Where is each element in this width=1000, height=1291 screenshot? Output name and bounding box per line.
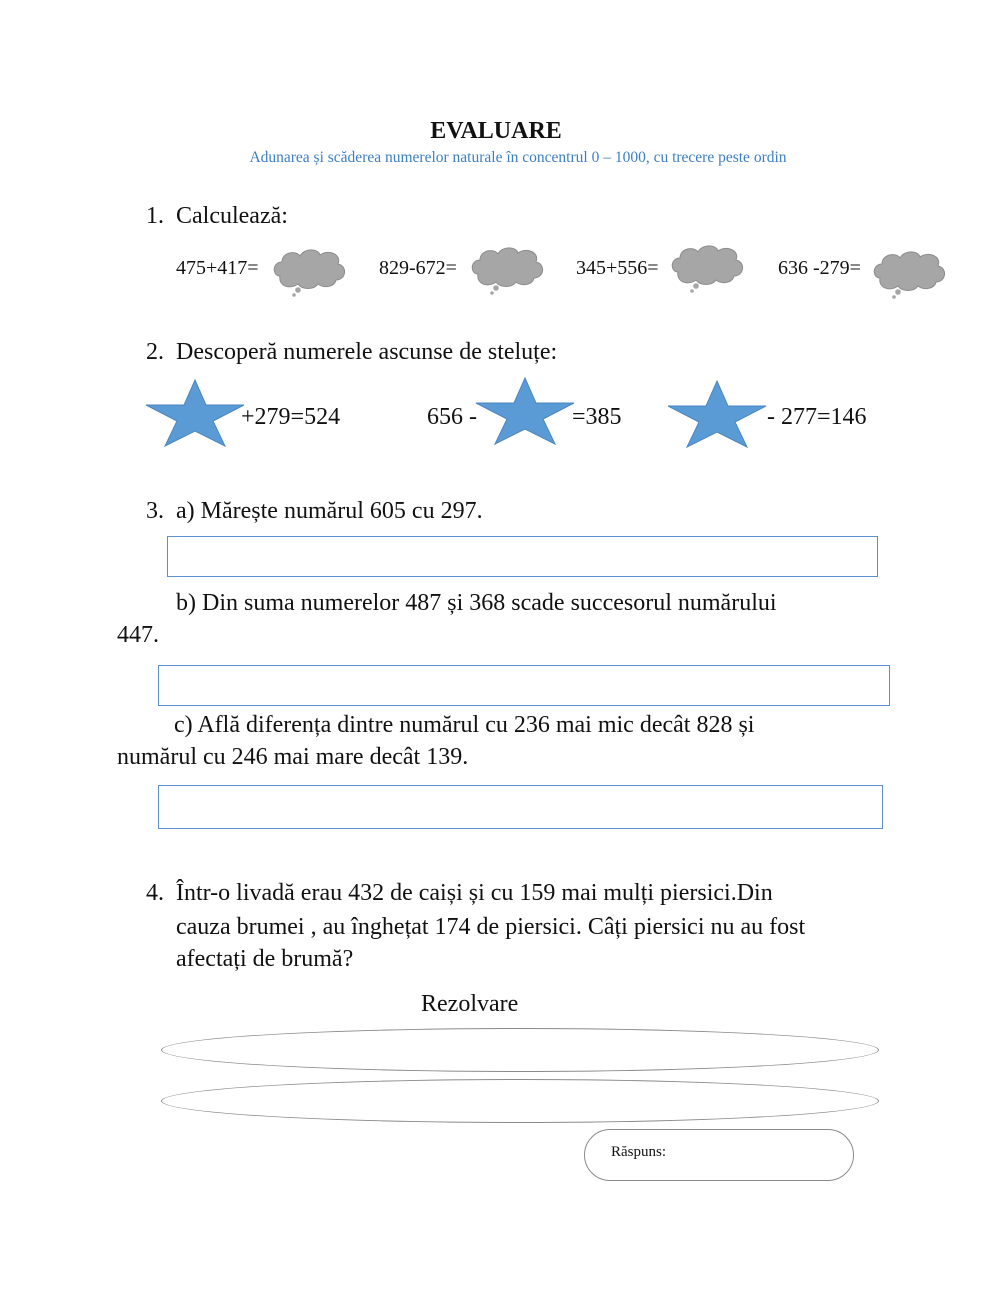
- cloud-answer-3[interactable]: [668, 242, 746, 294]
- q4-number: 4.: [146, 880, 164, 906]
- q2-equation-2: =385: [572, 404, 622, 430]
- q3-a-answer-box[interactable]: [167, 536, 878, 577]
- q2-title: Descoperă numerele ascunse de steluțe:: [176, 339, 558, 365]
- q1-number: 1.: [146, 203, 164, 229]
- q3-c-answer-box[interactable]: [158, 785, 883, 829]
- solution-line-2[interactable]: [161, 1079, 879, 1123]
- q2-equation-3: - 277=146: [767, 404, 867, 430]
- q3-b-text-line2: 447.: [117, 622, 159, 648]
- cloud-answer-4[interactable]: [870, 248, 948, 300]
- q1-expr-4: 636 -279=: [778, 257, 861, 279]
- q1-expr-1: 475+417=: [176, 257, 259, 279]
- q1-title: Calculează:: [176, 203, 288, 229]
- q3-c-text-line2: numărul cu 246 mai mare decât 139.: [117, 744, 469, 770]
- q4-text-line3: afectați de brumă?: [176, 946, 354, 972]
- q1-expr-3: 345+556=: [576, 257, 659, 279]
- page-title: EVALUARE: [430, 118, 562, 144]
- q3-c-text-line1: c) Află diferența dintre numărul cu 236 mai mic decât 828 și: [174, 712, 755, 738]
- q3-b-answer-box[interactable]: [158, 665, 890, 706]
- q1-expr-2: 829-672=: [379, 257, 457, 279]
- q2-prefix-2: 656 -: [427, 404, 477, 430]
- q3-b-text-line1: b) Din suma numerelor 487 și 368 scade succesorul numărului: [176, 590, 777, 616]
- q4-text-line2: cauza brumei , au înghețat 174 de piersici. Câți piersici nu au fost: [176, 914, 806, 940]
- q3-number: 3.: [146, 498, 164, 524]
- q2-equation-1: +279=524: [241, 404, 341, 430]
- page-subtitle: Adunarea și scăderea numerelor naturale în concentrul 0 – 1000, cu trecere peste ordin: [249, 149, 787, 166]
- cloud-answer-2[interactable]: [468, 244, 546, 296]
- answer-label: Răspuns:: [611, 1144, 667, 1160]
- q4-text-line1: Într-o livadă erau 432 de caiși și cu 159 mai mulți piersici.Din: [176, 880, 773, 906]
- star-hidden-number-1[interactable]: [146, 380, 244, 446]
- q2-number: 2.: [146, 339, 164, 365]
- star-hidden-number-3[interactable]: [668, 381, 766, 447]
- q3-a-text: a) Mărește numărul 605 cu 297.: [176, 498, 483, 524]
- answer-field[interactable]: [584, 1129, 854, 1181]
- solution-line-1[interactable]: [161, 1028, 879, 1072]
- solution-label: Rezolvare: [421, 991, 519, 1017]
- star-hidden-number-2[interactable]: [476, 378, 574, 444]
- cloud-answer-1[interactable]: [270, 246, 348, 298]
